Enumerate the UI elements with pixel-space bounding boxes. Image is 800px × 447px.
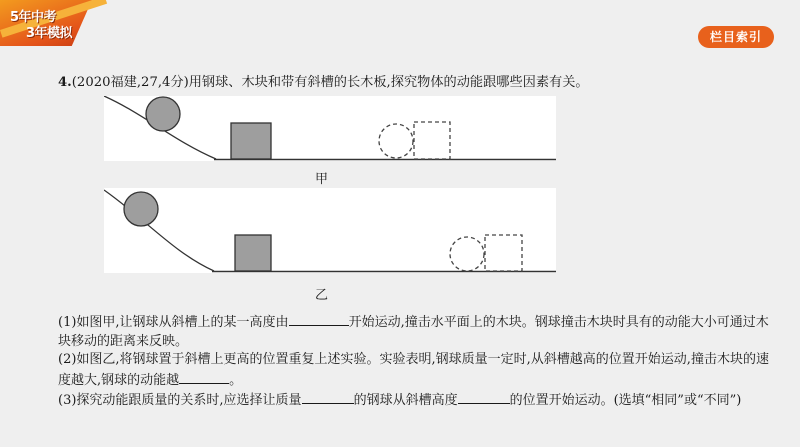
section-index-button[interactable]: 栏目索引 xyxy=(698,26,774,48)
part-2 xyxy=(58,351,774,390)
answer-blank-4[interactable] xyxy=(458,390,510,404)
ball-final-position xyxy=(379,124,413,158)
wood-block xyxy=(231,123,271,159)
part-1 xyxy=(58,312,774,351)
wood-block xyxy=(235,235,271,271)
part-1-text-b: 开始运动,撞击水平面上的木块。钢球撞击木块时具有的动能大小可通过木块移动的距离来反映。 xyxy=(58,315,769,349)
part-2-text-a: (2)如图乙,将钢球置于斜槽上更高的位置重复上述实验。实验表明,钢球质量一定时,从斜槽越高的位置开始运动,撞击木块的速度越大,钢球的动能越 xyxy=(58,352,769,388)
question-stem xyxy=(58,71,589,90)
part-2-text-b: 。 xyxy=(229,372,243,388)
figure-caption-jia: 甲 xyxy=(315,172,329,187)
logo-line2: 3年模拟 xyxy=(26,26,73,41)
figure-jia xyxy=(104,96,556,161)
answer-blank-3[interactable] xyxy=(302,390,354,404)
block-final-position xyxy=(485,235,522,271)
part-3-text-a: (3)探究动能跟质量的关系时,应选择让质量 xyxy=(58,393,302,409)
part-3-text-c: 的位置开始运动。(选填“相同”或“不同”) xyxy=(509,393,742,409)
figure-caption-yi: 乙 xyxy=(315,288,329,303)
part-1-text-a: (1)如图甲,让钢球从斜槽上的某一高度由 xyxy=(58,315,289,330)
question-parts xyxy=(58,312,774,411)
question-number: 4. xyxy=(58,75,72,90)
logo xyxy=(0,0,96,64)
figure-yi xyxy=(104,188,556,273)
figure-jia-diagram xyxy=(104,96,556,161)
answer-blank-1[interactable] xyxy=(289,312,349,326)
part-3-text-b: 的钢球从斜槽高度 xyxy=(353,393,458,409)
ball-final-position xyxy=(450,237,484,271)
figure-yi-diagram xyxy=(104,188,556,273)
question-text: (2020福建,27,4分)用钢球、木块和带有斜槽的长木板,探究物体的动能跟哪些因素有关。 xyxy=(71,75,589,90)
slope-curve xyxy=(104,190,214,271)
logo-line1: 5年中考 xyxy=(10,10,57,25)
steel-ball xyxy=(146,97,180,131)
part-3 xyxy=(58,390,774,411)
answer-blank-2[interactable] xyxy=(179,370,229,384)
steel-ball xyxy=(124,192,158,226)
block-final-position xyxy=(414,122,450,159)
